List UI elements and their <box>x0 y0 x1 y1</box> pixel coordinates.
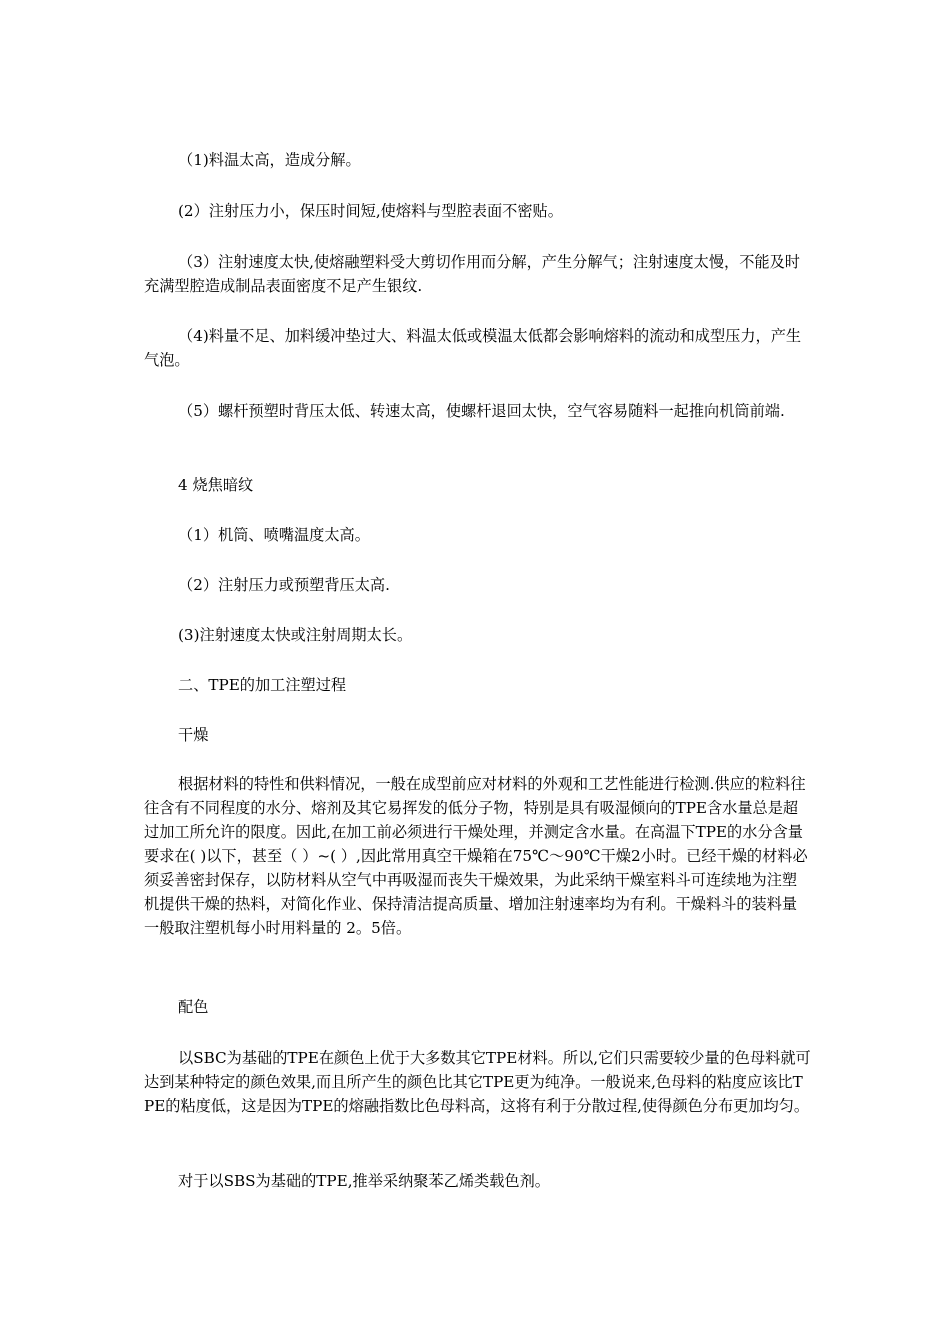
paragraph-3: （3）注射速度太快,使熔融塑料受大剪切作用而分解，产生分解气；注射速度太慢，不能及时充满型腔造成制品表面密度不足产生银纹. <box>144 253 800 295</box>
paragraph-8: (3)注射速度太快或注射周期太长。 <box>178 626 413 644</box>
subheading-drying: 干燥 <box>178 726 209 744</box>
paragraph-coloring: 以SBC为基础的TPE在颜色上优于大多数其它TPE材料。所以,它们只需要较少量的色母料就可达到某种特定的颜色效果,而且所产生的颜色比其它TPE更为纯净。一般说来,色母料的粘度应该比TPE的粘度低，这是因为TPE的熔融指数比色母料高，这将有利于分散过程,使得颜色分布更加均匀。 <box>144 1049 811 1115</box>
paragraph-4: （4)料量不足、加料缓冲垫过大、料温太低或模温太低都会影响熔料的流动和成型压力，产生气泡。 <box>144 327 802 369</box>
paragraph-6: （1）机筒、喷嘴温度太高。 <box>178 526 370 544</box>
subheading-coloring: 配色 <box>178 998 209 1016</box>
paragraph-2: (2）注射压力小，保压时间短,使熔料与型腔表面不密贴。 <box>178 202 563 220</box>
paragraph-sbs: 对于以SBS为基础的TPE,推举采纳聚苯乙烯类载色剂。 <box>178 1172 550 1190</box>
paragraph-1: （1)料温太高，造成分解。 <box>178 151 361 169</box>
section-heading-4: 4 烧焦暗纹 <box>178 476 254 494</box>
section-heading-tpe: 二、TPE的加工注塑过程 <box>178 676 347 694</box>
paragraph-drying: 根据材料的特性和供料情况，一般在成型前应对材料的外观和工艺性能进行检测.供应的粒料往往含有不同程度的水分、熔剂及其它易挥发的低分子物，特别是具有吸湿倾向的TPE含水量总是超过加工所允许的限度。因此,在加工前必须进行干燥处理，并测定含水量。在高温下TPE的水分含量要求在( )以下，甚至（ ）~( ）,因此常用真空干燥箱在75℃～90℃干燥2小时。已经干燥的材料必须妥善密封保存，以防材料从空气中再吸湿而丧失干燥效果，为此采纳干燥室料斗可连续地为注塑机提供干燥的热料，对简化作业、保持清洁提高质量、增加注射速率均为有利。干燥料斗的装料量一般取注塑机每小时用料量的 2。5倍。 <box>144 775 808 937</box>
paragraph-7: （2）注射压力或预塑背压太高. <box>178 576 390 594</box>
paragraph-5: （5）螺杆预塑时背压太低、转速太高，使螺杆退回太快，空气容易随料一起推向机筒前端. <box>178 402 785 420</box>
